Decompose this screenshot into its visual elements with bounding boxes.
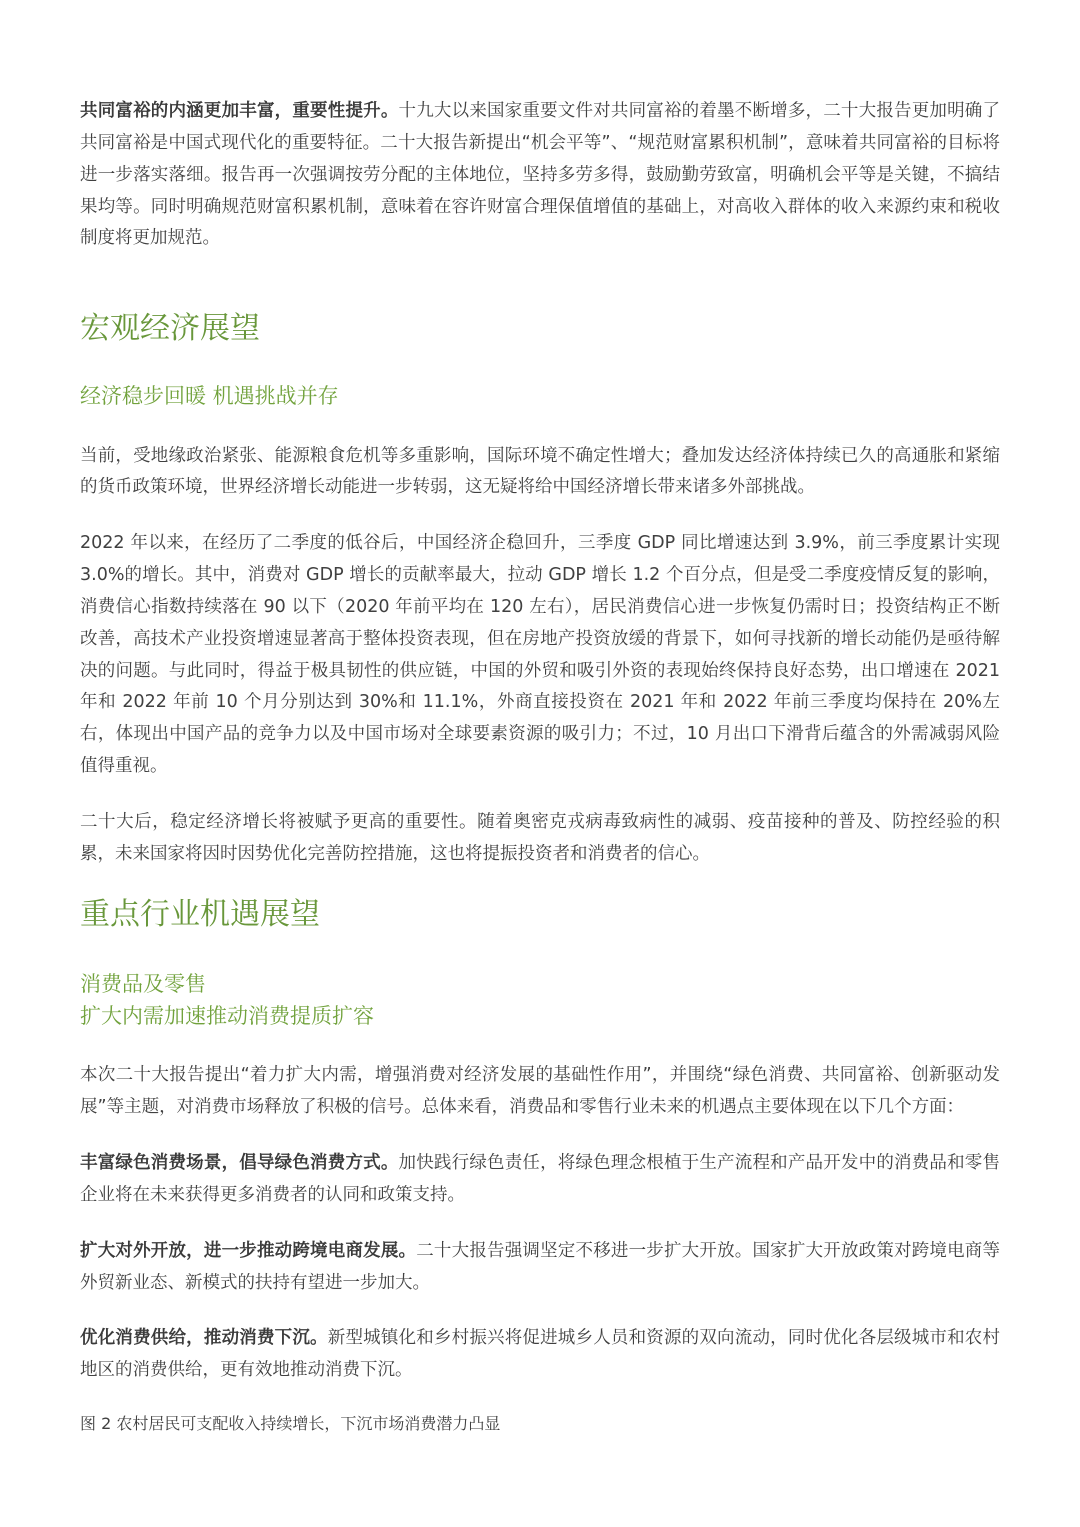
macro-paragraph-3: 二十大后，稳定经济增长将被赋予更高的重要性。随着奥密克戎病毒致病性的减弱、疫苗接种的普及、防控经验的积累，未来国家将因时因势优化完善防控措施，这也将提振投资者和消费者的信心。 bbox=[80, 812, 1000, 864]
section-subtitle-consumer-retail: 消费品及零售 bbox=[80, 971, 206, 996]
industry-paragraph-supply-lead: 优化消费供给，推动消费下沉。 bbox=[80, 1328, 328, 1349]
section-title-macro-outlook: 宏观经济展望 bbox=[80, 311, 260, 347]
section-title-industry-outlook: 重点行业机遇展望 bbox=[80, 896, 320, 932]
intro-paragraph-lead: 共同富裕的内涵更加丰富，重要性提升。 bbox=[80, 101, 399, 121]
intro-paragraph bbox=[80, 96, 1000, 255]
industry-paragraph-green-lead: 丰富绿色消费场景，倡导绿色消费方式。 bbox=[80, 1153, 399, 1174]
industry-paragraph-opening-up bbox=[80, 1236, 1000, 1300]
section-subtitle-domestic-demand: 扩大内需加速推动消费提质扩容 bbox=[80, 1004, 374, 1029]
section-subtitle-macro-outlook: 经济稳步回暖 机遇挑战并存 bbox=[80, 384, 339, 409]
industry-paragraph-opening-lead: 扩大对外开放，进一步推动跨境电商发展。 bbox=[80, 1240, 417, 1261]
intro-paragraph-text: 十九大以来国家重要文件对共同富裕的着墨不断增多，二十大报告更加明确了共同富裕是中国式现代化的重要特征。二十大报告新提出“机会平等”、“规范财富累积机制”，意味着共同富裕的目标将进一步落实落细。报告再一次强调按劳分配的主体地位，坚持多劳多得，鼓励勤劳致富，明确机会平等是关键，不搞结果均等。同时明确规范财富积累机制，意味着在容许财富合理保值增值的基础上，对高收入群体的收入来源约束和税收制度将更加规范。 bbox=[80, 101, 1000, 249]
industry-paragraph-consumption-supply bbox=[80, 1323, 1000, 1387]
industry-paragraph-green-text: 加快践行绿色责任，将绿色理念根植于生产流程和产品开发中的消费品和零售企业将在未来获得更多消费者的认同和政策支持。 bbox=[80, 1153, 1000, 1205]
industry-paragraph-green-consumption bbox=[80, 1148, 1000, 1212]
figure-2-caption: 图 2 农村居民可支配收入持续增长，下沉市场消费潜力凸显 bbox=[80, 1414, 501, 1434]
industry-paragraph-supply-text: 新型城镇化和乡村振兴将促进城乡人员和资源的双向流动，同时优化各层级城市和农村地区的消费供给，更有效地推动消费下沉。 bbox=[80, 1328, 1001, 1381]
industry-paragraph-intro: 本次二十大报告提出“着力扩大内需，增强消费对经济发展的基础性作用”，并围绕“绿色消费、共同富裕、创新驱动发展”等主题，对消费市场释放了积极的信号。总体来看，消费品和零售行业未来的机遇点主要体现在以下几个方面： bbox=[80, 1065, 1000, 1118]
macro-paragraph-2: 2022 年以来，在经历了二季度的低谷后，中国经济企稳回升，三季度 GDP 同比增速达到 3.9%，前三季度累计实现 3.0%的增长。其中，消费对 GDP 增长的贡献率最大，拉动 GDP 增长 1.2 个百分点，但是受二季度疫情反复的影响，消费信心指数持续落在 90 以下（2020 年前平均在 120 左右），居民消费信心进一步恢复仍需时日；投资结构正不断改善，高技术产业投资增速显著高于整体投资表现，但在房地产投资放缓的背景下，如何寻找新的增长动能仍是亟待解决的问题。与此同时，得益于极具韧性的供应链，中国的外贸和吸引外资的表现始终保持良好态势，出口增速在 2021 年和 2022 年前 10 个月分别达到 30%和 11.1%，外商直接投资在 2021 年和 2022 年前三季度均保持在 20%左右，体现出中国产品的竞争力以及中国市场对全球要素资源的吸引力；不过，10 月出口下滑背后蕴含的外需减弱风险值得重视。 bbox=[80, 533, 1000, 777]
macro-paragraph-1: 当前，受地缘政治紧张、能源粮食危机等多重影响，国际环境不确定性增大；叠加发达经济体持续已久的高通胀和紧缩的货币政策环境，世界经济增长动能进一步转弱，这无疑将给中国经济增长带来诸多外部挑战。 bbox=[80, 445, 1000, 498]
industry-paragraph-opening-text: 二十大报告强调坚定不移进一步扩大开放。国家扩大开放政策对跨境电商等外贸新业态、新模式的扶持有望进一步加大。 bbox=[80, 1240, 1001, 1293]
